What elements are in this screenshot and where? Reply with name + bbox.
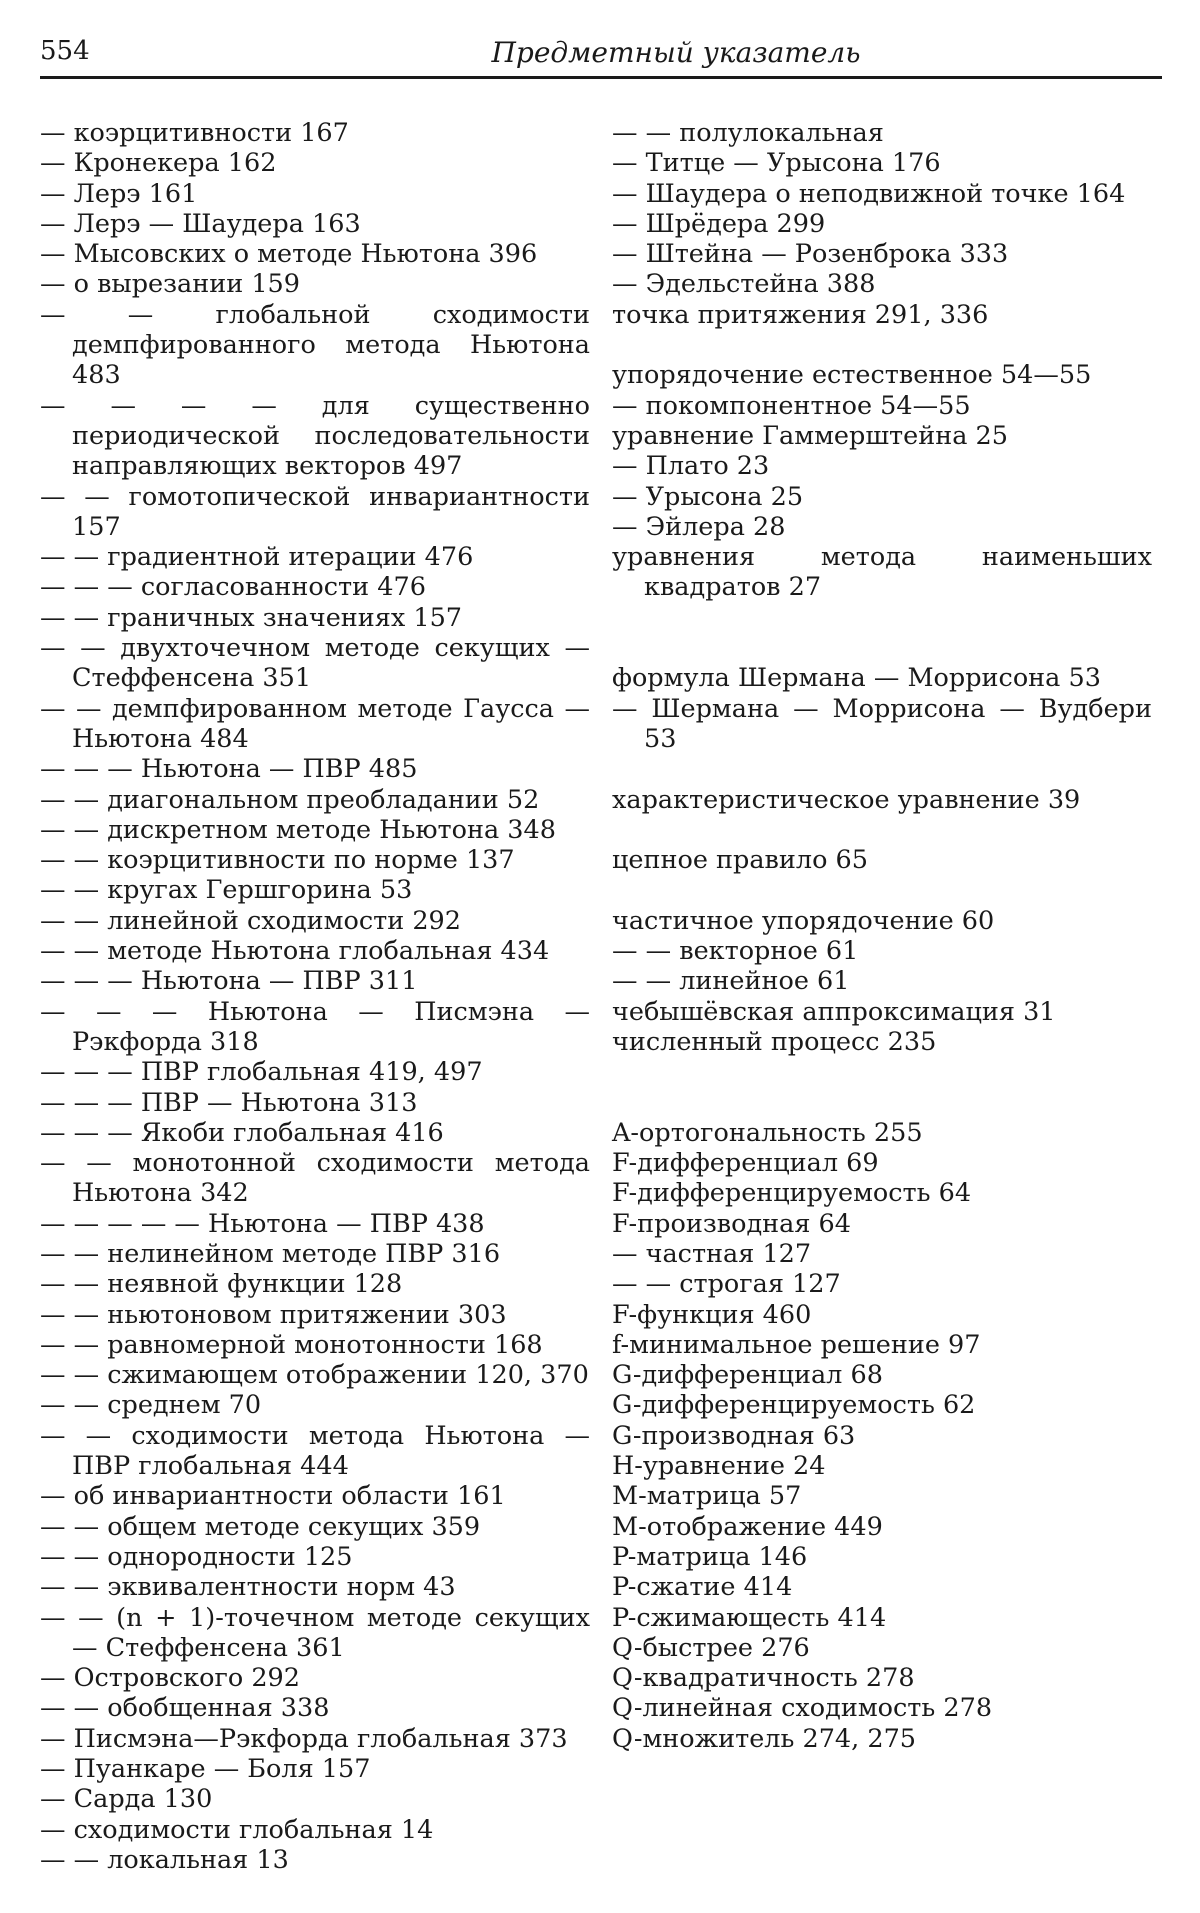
index-entry: — Плато 23 [612,451,770,482]
index-entry: — — линейное 61 [612,966,850,997]
index-entry: упорядочение естественное 54—55 [612,360,1092,391]
index-entry: — — локальная 13 [40,1844,289,1875]
index-entry: — — линейной сходимости 292 [40,905,461,936]
index-gap [612,875,1152,905]
index-entry: — сходимости глобальная 14 [40,1814,434,1845]
index-entry: численный процесс 235 [612,1026,937,1057]
index-entry: — покомпонентное 54—55 [612,390,971,421]
index-entry: H-уравнение 24 [612,1451,826,1482]
index-entry: уравнение Гаммерштейна 25 [612,420,1008,451]
index-gap [612,1057,1152,1118]
index-entry: — Писмэна—Рэкфорда глобальная 373 [40,1723,568,1754]
index-entry: — — — ПВР — Ньютона 313 [40,1087,418,1118]
index-entry: уравнения метода наименьших квадратов 27 [612,542,1152,603]
index-entry: — — сжимающем отображении 120, 370 [40,1360,589,1391]
index-entry: — Шаудера о неподвижной точке 164 [612,178,1126,209]
index-entry: — Урысона 25 [612,481,804,512]
index-entry: — — коэрцитивности по норме 137 [40,845,515,876]
index-entry: цепное правило 65 [612,845,869,876]
index-entry: — Лерэ 161 [40,178,198,209]
index-entry: — — монотонной сходимости метода Ньютона 342 [40,1148,590,1209]
index-entry: — — дискретном методе Ньютона 348 [40,814,556,845]
index-entry: — — двухточечном методе секущих — Стеффенсена 351 [40,633,590,694]
index-entry: — Эйлера 28 [612,511,786,542]
index-entry: чебышёвская аппроксимация 31 [612,996,1056,1027]
index-entry: — — — согласованности 476 [40,572,426,603]
index-entry: точка притяжения 291, 336 [612,299,989,330]
index-entry: G-дифференцируемость 62 [612,1390,976,1421]
index-entry: M-матрица 57 [612,1481,802,1512]
index-entry: — Кронекера 162 [40,148,277,179]
index-entry: — — векторное 61 [612,936,859,967]
index-entry: — — полулокальная [612,118,884,148]
index-entry: — — методе Ньютона глобальная 434 [40,936,550,967]
index-entry: F-дифференциал 69 [612,1148,879,1179]
index-entry: P-матрица 146 [612,1541,808,1572]
index-entry: — Пуанкаре — Боля 157 [40,1754,371,1785]
index-entry: A-ортогональность 255 [612,1117,923,1148]
index-entry: — — неявной функции 128 [40,1269,403,1300]
index-entry: — — диагональном преобладании 52 [40,784,540,815]
page-header [40,30,1162,80]
page-number: 554 [40,36,90,66]
index-entry: P-сжимающесть 414 [612,1602,887,1633]
index-entry: частичное упорядочение 60 [612,905,995,936]
header-rule [40,76,1162,79]
index-gap [612,754,1152,784]
index-entry: G-производная 63 [612,1420,856,1451]
running-title: Предметный указатель [491,36,861,69]
index-entry: — — — Ньютона — ПВР 485 [40,754,418,785]
index-entry: — об инвариантности области 161 [40,1481,506,1512]
index-entry: — — среднем 70 [40,1390,262,1421]
index-entry: характеристическое уравнение 39 [612,784,1081,815]
index-entry: F-функция 460 [612,1299,812,1330]
index-entry: F-производная 64 [612,1208,851,1239]
index-entry: — — — Ньютона — Писмэна — Рэкфорда 318 [40,996,590,1057]
index-entry: — — эквивалентности норм 43 [40,1572,456,1603]
index-entry: — — сходимости метода Ньютона — ПВР глобальная 444 [40,1420,590,1482]
index-entry: — — граничных значениях 157 [40,602,463,633]
index-column-left [40,118,590,1875]
index-entry: F-дифференцируемость 64 [612,1178,972,1209]
index-entry: формула Шермана — Моррисона 53 [612,663,1101,694]
index-entry: — — глобальной сходимости демпфированного метода Ньютона 483 [40,299,590,391]
index-entry: — — общем методе секущих 359 [40,1511,481,1542]
index-entry: — — — — для существенно периодической последовательности направляющих векторов 497 [40,390,590,482]
index-entry: — коэрцитивности 167 [40,118,349,148]
index-entry: Q-множитель 274, 275 [612,1723,917,1754]
index-entry: Q-линейная сходимость 278 [612,1693,993,1724]
index-entry: G-дифференциал 68 [612,1360,883,1391]
index-entry: — Шрёдера 299 [612,208,826,239]
index-entry: M-отображение 449 [612,1511,883,1542]
index-entry: — Лерэ — Шаудера 163 [40,208,361,239]
index-entry: — Шермана — Моррисона — Вудбери 53 [612,693,1152,754]
index-entry: — — обобщенная 338 [40,1693,330,1724]
index-entry: — — демпфированном методе Гаусса — Ньютона 484 [40,693,590,754]
index-gap [612,330,1152,360]
index-entry: — — градиентной итерации 476 [40,542,474,573]
index-entry: — — равномерной монотонности 168 [40,1329,543,1360]
index-entry: — — — Якоби глобальная 416 [40,1117,444,1148]
index-entry: — Штейна — Розенброка 333 [612,239,1009,270]
index-entry: — — строгая 127 [612,1269,841,1300]
index-entry: — — — Ньютона — ПВР 311 [40,966,418,997]
index-entry: — — однородности 125 [40,1541,353,1572]
index-gap [612,603,1152,664]
index-entry: — Титце — Урысона 176 [612,148,941,179]
index-entry: — — гомотопической инвариантности 157 [40,481,590,542]
index-entry: — — (n + 1)-точечном методе секущих — Стеффенсена 361 [40,1602,590,1663]
index-entry: — о вырезании 159 [40,269,301,300]
index-entry: — Островского 292 [40,1663,300,1694]
index-entry: — Сарда 130 [40,1784,213,1815]
index-entry: P-сжатие 414 [612,1572,793,1603]
index-entry: — частная 127 [612,1238,812,1269]
index-gap [612,815,1152,845]
index-entry: Q-быстрее 276 [612,1632,810,1663]
index-entry: — Мысовских о методе Ньютона 396 [40,239,538,270]
index-entry: — — нелинейном методе ПВР 316 [40,1238,501,1269]
index-entry: — Эдельстейна 388 [612,269,876,300]
index-entry: — — — — — Ньютона — ПВР 438 [40,1208,485,1239]
index-column-right [612,118,1152,1754]
index-entry: — — кругах Гершгорина 53 [40,875,413,906]
index-entry: f-минимальное решение 97 [612,1329,981,1360]
index-entry: Q-квадратичность 278 [612,1663,915,1694]
index-entry: — — — ПВР глобальная 419, 497 [40,1057,483,1088]
index-entry: — — ньютоновом притяжении 303 [40,1299,507,1330]
